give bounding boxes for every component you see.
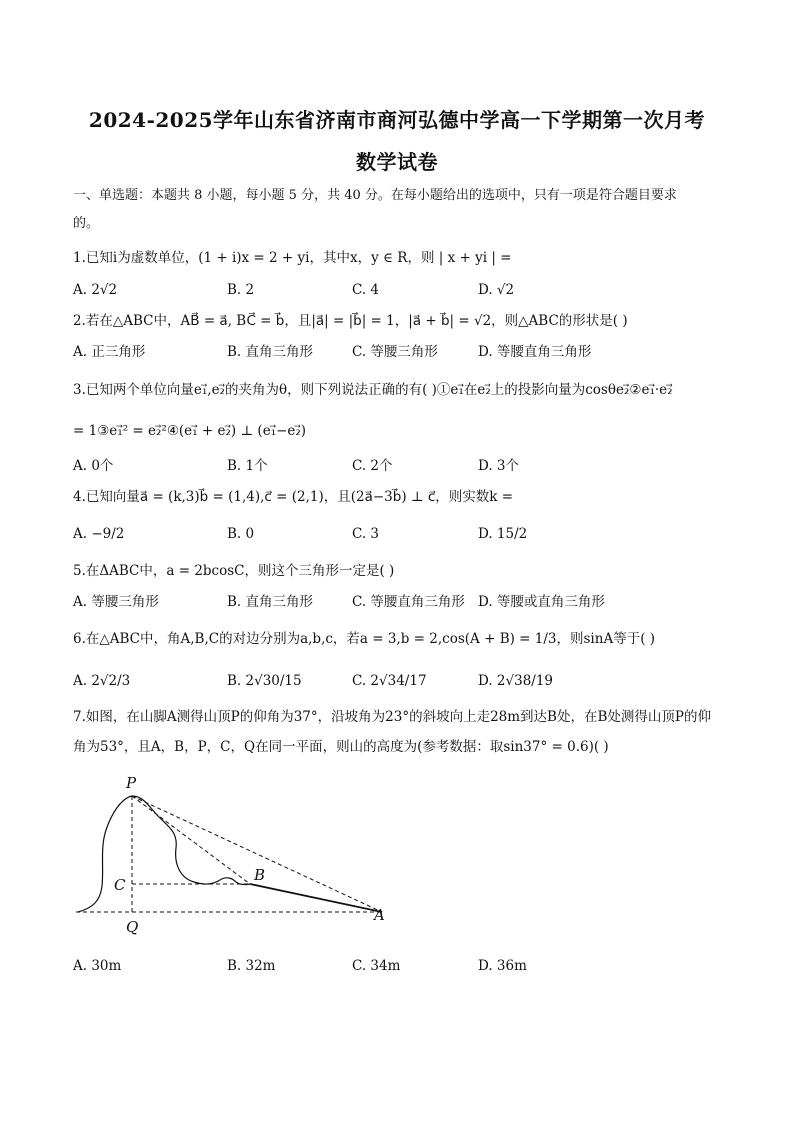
question-5-option-b[interactable]: B. 直角三角形 (227, 594, 314, 610)
question-6-option-b[interactable]: B. 2√30/15 (227, 673, 302, 689)
exam-subtitle: 数学试卷 (356, 150, 438, 174)
question-1-stem: 1.已知i为虚数单位，(1 + i)x = 2 + yi，其中x，y ∈ R，则 | x + yi | = (73, 250, 512, 266)
question-7-stem: 7.如图，在山脚A测得山顶P的仰角为37°，沿坡角为23°的斜坡向上走28m到达B处，在B处测得山顶P的仰 (73, 709, 711, 725)
question-5-stem: 5.在ΔABC中，a = 2bcosC，则这个三角形一定是( ) (73, 563, 395, 579)
section-header: 一、单选题：本题共 8 小题，每小题 5 分，共 40 分。在每小题给出的选项中，只有一项是符合题目要求 (73, 188, 677, 203)
question-5-option-c[interactable]: C. 等腰直角三角形 (352, 594, 465, 610)
question-7-option-d[interactable]: D. 36m (478, 958, 527, 974)
question-3-option-b[interactable]: B. 1个 (227, 458, 268, 474)
slope-line (250, 884, 382, 912)
label-c: C (114, 876, 126, 894)
question-2-option-b[interactable]: B. 直角三角形 (227, 344, 314, 360)
question-3-stem: 3.已知两个单位向量e₁⃗,e₂⃗的夹角为θ，则下列说法正确的有( )①e₁⃗在e₂⃗上的投影向量为cosθe₂⃗②e₁⃗·e₂⃗ (73, 382, 673, 398)
label-a: A (374, 906, 385, 924)
question-2-option-d[interactable]: D. 等腰直角三角形 (478, 344, 592, 360)
sight-line-ap (132, 796, 382, 912)
question-2-option-a[interactable]: A. 正三角形 (73, 344, 146, 360)
question-4-option-b[interactable]: B. 0 (227, 526, 255, 542)
question-1-option-d[interactable]: D. √2 (478, 282, 515, 298)
question-1-option-a[interactable]: A. 2√2 (73, 282, 118, 298)
question-7-option-b[interactable]: B. 32m (227, 958, 276, 974)
question-7-option-c[interactable]: C. 34m (352, 958, 401, 974)
question-3-stem-cont: = 1③e₁⃗² = e₂⃗²④(e₁⃗ + e₂⃗) ⊥ (e₁⃗−e₂⃗) (73, 423, 307, 439)
question-7-option-a[interactable]: A. 30m (73, 958, 122, 974)
question-6-option-a[interactable]: A. 2√2/3 (73, 673, 131, 689)
sight-line-bp (132, 796, 250, 884)
question-1-option-c[interactable]: C. 4 (352, 282, 380, 298)
label-p: P (126, 774, 137, 792)
label-b: B (254, 866, 266, 884)
question-6-option-d[interactable]: D. 2√38/19 (478, 673, 554, 689)
exam-title: 2024-2025学年山东省济南市商河弘德中学高一下学期第一次月考 (88, 108, 706, 132)
question-5-option-d[interactable]: D. 等腰或直角三角形 (478, 594, 605, 610)
label-q: Q (126, 918, 139, 936)
question-3-option-c[interactable]: C. 2个 (352, 458, 393, 474)
question-7-stem-cont: 角为53°，且A，B，P，C，Q在同一平面，则山的高度为(参考数据：取sin37° = 0.6)( ) (73, 739, 609, 755)
question-3-option-d[interactable]: D. 3个 (478, 458, 520, 474)
question-1-option-b[interactable]: B. 2 (227, 282, 255, 298)
question-6-option-c[interactable]: C. 2√34/17 (352, 673, 427, 689)
question-6-stem: 6.在△ABC中，角A,B,C的对边分别为a,b,c，若a = 3,b = 2,cos(A + B) = 1/3，则sinA等于( ) (73, 631, 656, 647)
question-4-option-c[interactable]: C. 3 (352, 526, 380, 542)
question-2-stem: 2.若在△ABC中，AB⃗ = a⃗, BC⃗ = b⃗，且|a⃗| = |b⃗| = 1，|a⃗ + b⃗| = √2，则△ABC的形状是( ) (73, 313, 628, 329)
question-4-stem: 4.已知向量a⃗ = (k,3)b⃗ = (1,4),c⃗ = (2,1)，且(2a⃗−3b⃗) ⊥ c⃗，则实数k = (73, 489, 514, 505)
question-4-option-d[interactable]: D. 15/2 (478, 526, 528, 542)
mountain-outline (78, 796, 250, 912)
mountain-figure (70, 768, 400, 938)
question-2-option-c[interactable]: C. 等腰三角形 (352, 344, 438, 360)
question-4-option-a[interactable]: A. −9/2 (73, 526, 125, 542)
question-5-option-a[interactable]: A. 等腰三角形 (73, 594, 159, 610)
section-header-cont: 的。 (73, 216, 100, 231)
question-3-option-a[interactable]: A. 0个 (73, 458, 114, 474)
